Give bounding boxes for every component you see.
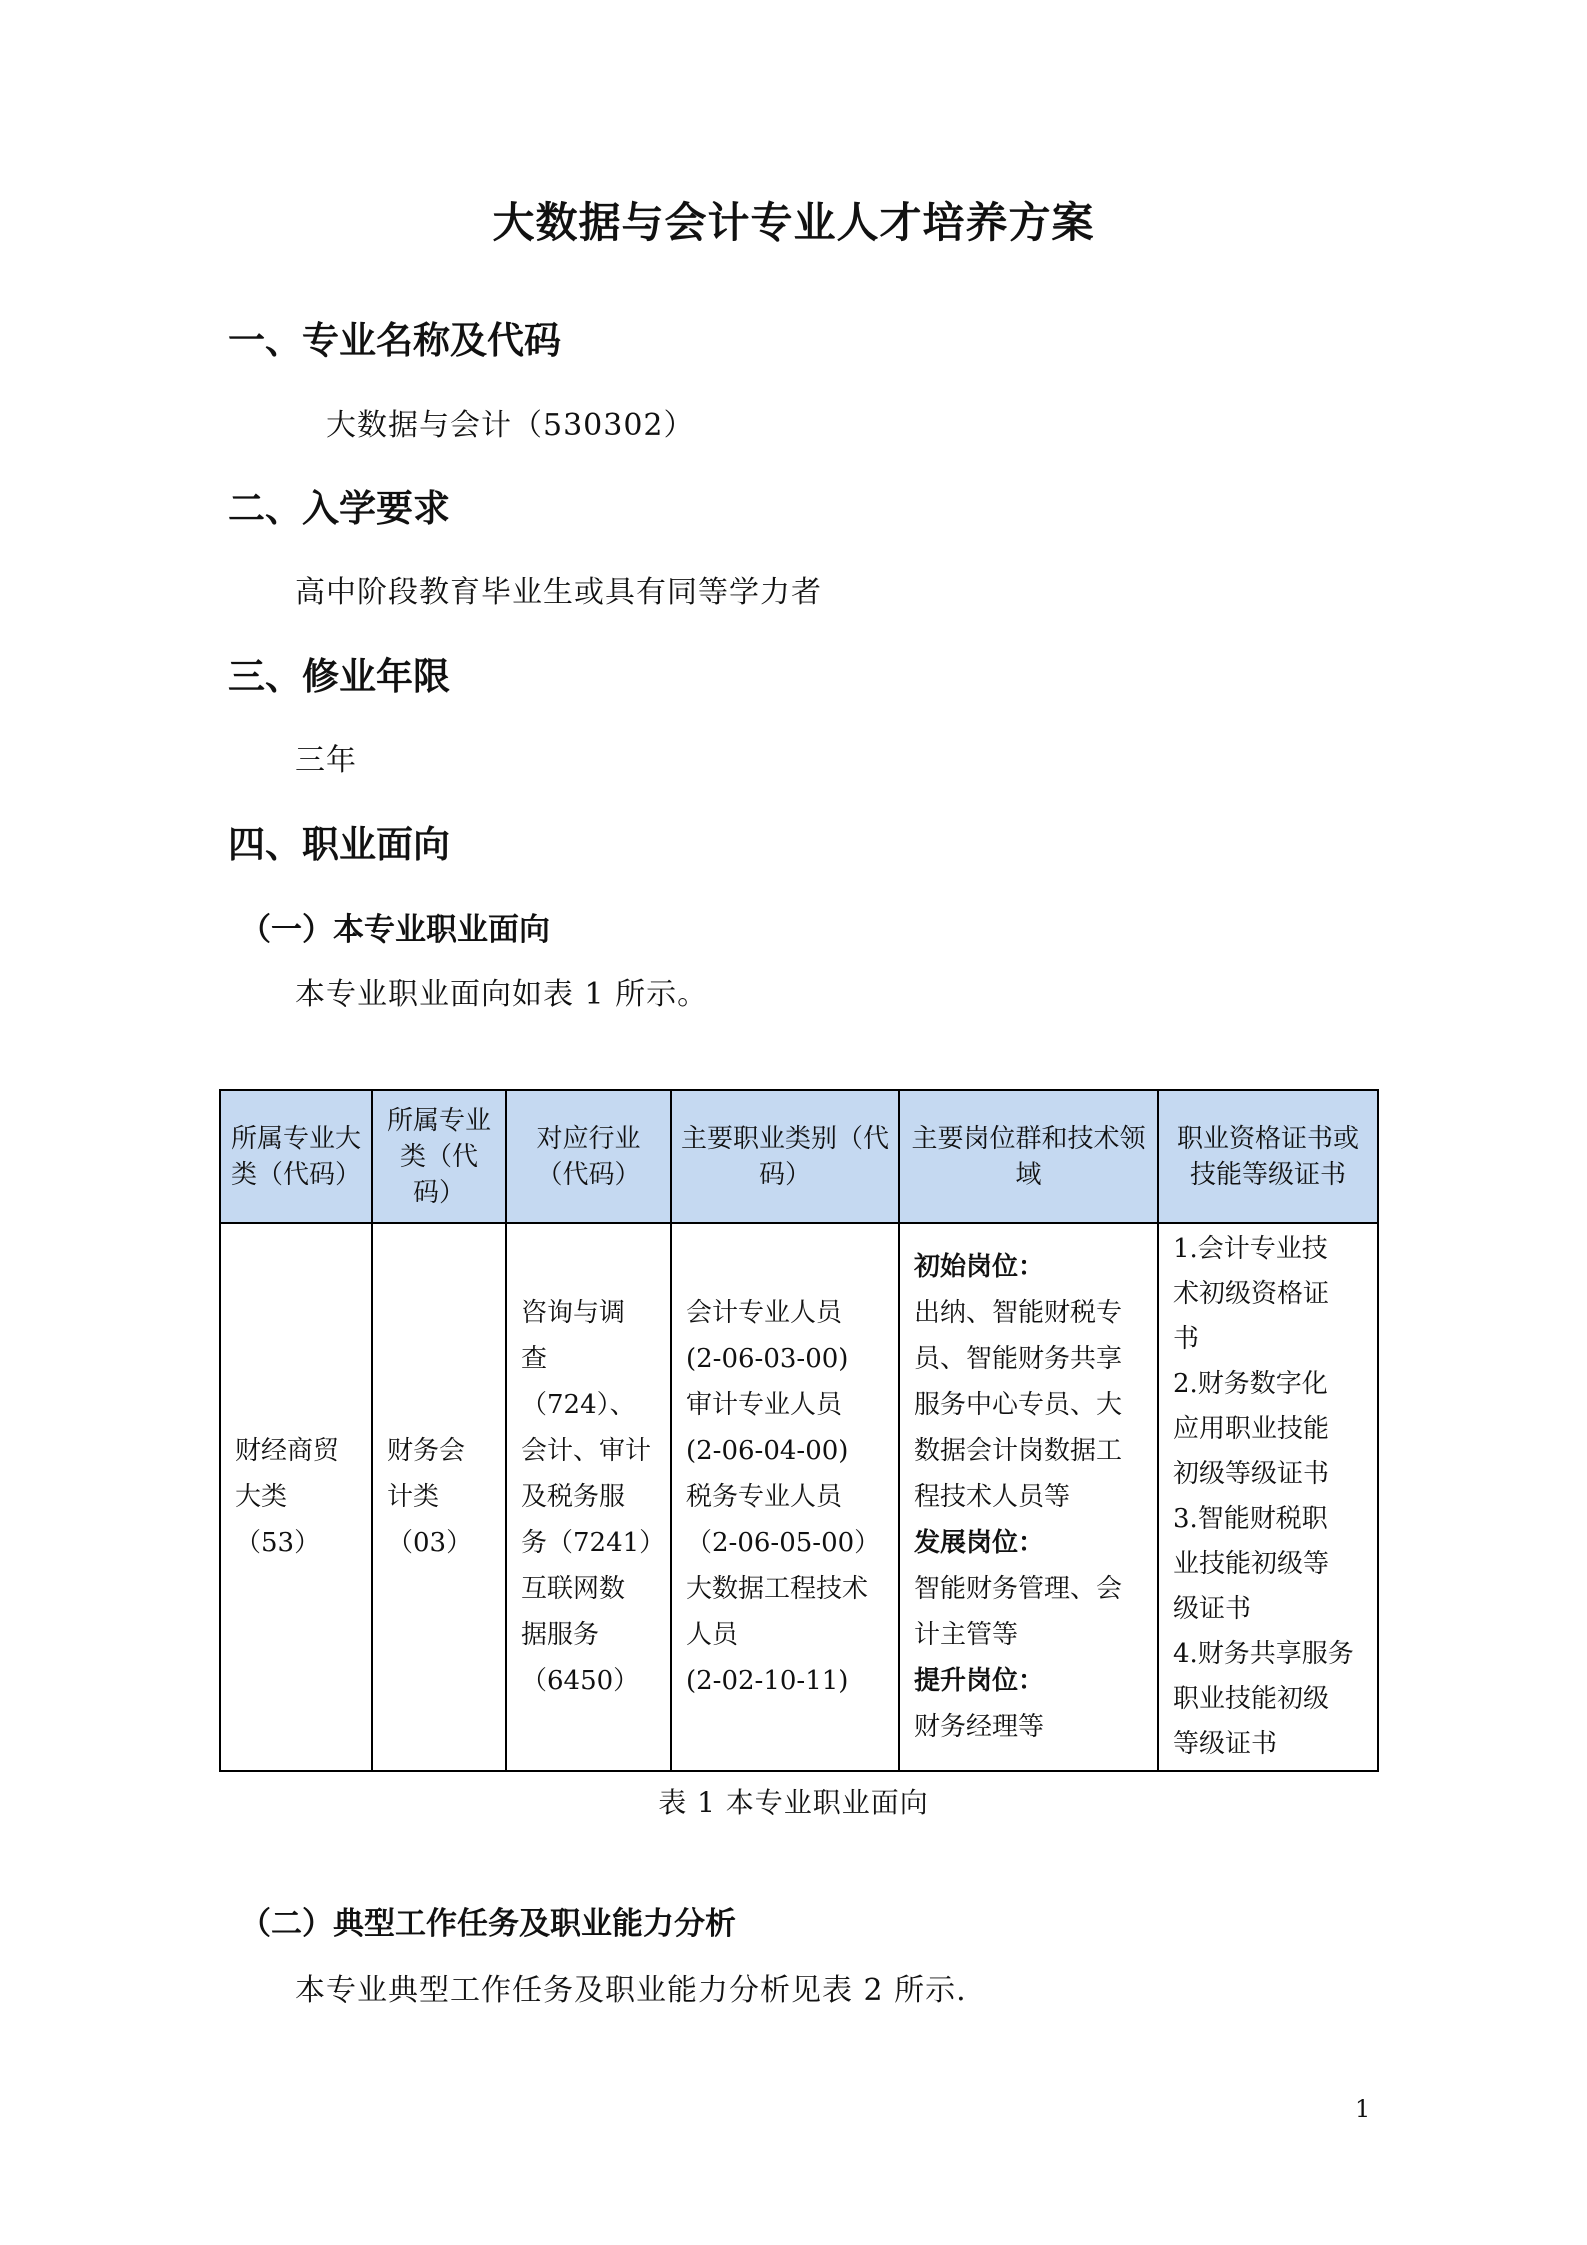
section-heading-name: 一、专业名称及代码 <box>228 319 561 362</box>
cell-line: 财经商贸 <box>235 1436 340 1466</box>
admission-requirement: 高中阶段教育毕业生或具有同等学力者 <box>295 575 822 610</box>
cell-line: （03） <box>387 1528 473 1558</box>
study-duration: 三年 <box>295 743 357 778</box>
section-heading-duration: 三、修业年限 <box>228 655 450 698</box>
cell-line: 据服务 <box>521 1620 600 1650</box>
major-category-cell <box>220 1223 372 1771</box>
cell-line: 查（724）、 <box>521 1344 636 1420</box>
promotion-position-label: 提升岗位： <box>914 1666 1045 1696</box>
cell-line: （53） <box>235 1528 321 1558</box>
cell-line: 等级证书 <box>1173 1729 1278 1759</box>
cell-line: 务（7241） <box>521 1528 666 1558</box>
cell-line: 应用职业技能 <box>1173 1414 1330 1444</box>
table-header-cell: 职业资格证书或技能等级证书 <box>1158 1090 1378 1223</box>
cell-line: 程技术人员等 <box>914 1482 1071 1512</box>
cell-line: (2-06-03-00) <box>686 1344 849 1374</box>
cell-line: 2.财务数字化 <box>1173 1369 1328 1399</box>
subsection-heading-career-orientation: （一）本专业职业面向 <box>240 912 550 948</box>
cell-line: 财务会 <box>387 1436 466 1466</box>
cell-line: 审计专业人员 <box>686 1390 843 1420</box>
section-heading-admission: 二、入学要求 <box>228 487 450 530</box>
subsection-heading-work-tasks: （二）典型工作任务及职业能力分析 <box>240 1906 736 1942</box>
cell-line: 计类 <box>387 1482 440 1512</box>
career-orientation-table <box>219 1089 1379 1772</box>
cell-line: 税务专业人员 <box>686 1482 843 1512</box>
cell-line: 出纳、智能财税专 <box>914 1298 1123 1328</box>
cell-line: 智能财务管理、会 <box>914 1574 1123 1604</box>
table-row <box>220 1223 1378 1771</box>
cell-line: 会计、审计 <box>521 1436 652 1466</box>
major-name-code: 大数据与会计（530302） <box>326 408 695 443</box>
cell-line: （2-06-05-00） <box>686 1528 881 1558</box>
cell-line: 术初级资格证 <box>1173 1279 1330 1309</box>
cell-line: 3.智能财税职 <box>1173 1504 1328 1534</box>
cell-line: 业技能初级等 <box>1173 1549 1330 1579</box>
document-title: 大数据与会计专业人才培养方案 <box>492 198 1095 247</box>
cell-line: （6450） <box>521 1666 640 1696</box>
cell-line: 1.会计专业技 <box>1173 1234 1328 1264</box>
cell-line: 服务中心专员、大 <box>914 1390 1123 1420</box>
development-position-label: 发展岗位： <box>914 1528 1045 1558</box>
certificate-cell <box>1158 1223 1378 1771</box>
cell-line: (2-06-04-00) <box>686 1436 849 1466</box>
work-tasks-intro: 本专业典型工作任务及职业能力分析见表 2 所示. <box>295 1973 967 2008</box>
cell-line: (2-02-10-11) <box>686 1666 849 1696</box>
cell-line: 4.财务共享服务 <box>1173 1639 1354 1669</box>
industry-cell <box>506 1223 671 1771</box>
table-header-cell: 对应行业（代码） <box>506 1090 671 1223</box>
cell-line: 会计专业人员 <box>686 1298 843 1328</box>
career-orientation-intro: 本专业职业面向如表 1 所示。 <box>295 977 709 1012</box>
table-header-cell: 主要岗位群和技术领域 <box>899 1090 1158 1223</box>
table-header-cell: 所属专业大类（代码） <box>220 1090 372 1223</box>
cell-line: 员、智能财务共享 <box>914 1344 1123 1374</box>
cell-line: 互联网数 <box>521 1574 626 1604</box>
cell-line: 人员 <box>686 1620 739 1650</box>
cell-line: 初级等级证书 <box>1173 1459 1330 1489</box>
table-header-cell: 主要职业类别（代码） <box>671 1090 899 1223</box>
cell-line: 职业技能初级 <box>1173 1684 1330 1714</box>
cell-line: 数据会计岗数据工 <box>914 1436 1123 1466</box>
cell-line: 咨询与调 <box>521 1298 626 1328</box>
cell-line: 财务经理等 <box>914 1712 1045 1742</box>
table-header-cell: 所属专业类（代码） <box>372 1090 506 1223</box>
initial-position-label: 初始岗位： <box>914 1252 1045 1282</box>
page-number: 1 <box>1355 2095 1371 2123</box>
table-caption: 表 1 本专业职业面向 <box>658 1786 929 1819</box>
major-class-cell <box>372 1223 506 1771</box>
cell-line: 级证书 <box>1173 1594 1252 1624</box>
table-header-row <box>220 1090 1378 1223</box>
job-group-cell <box>899 1223 1158 1771</box>
cell-line: 及税务服 <box>521 1482 626 1512</box>
cell-line: 大数据工程技术 <box>686 1574 869 1604</box>
section-heading-career: 四、职业面向 <box>228 823 450 866</box>
occupation-category-cell <box>671 1223 899 1771</box>
cell-line: 书 <box>1173 1324 1200 1354</box>
cell-line: 大类 <box>235 1482 288 1512</box>
cell-line: 计主管等 <box>914 1620 1019 1650</box>
